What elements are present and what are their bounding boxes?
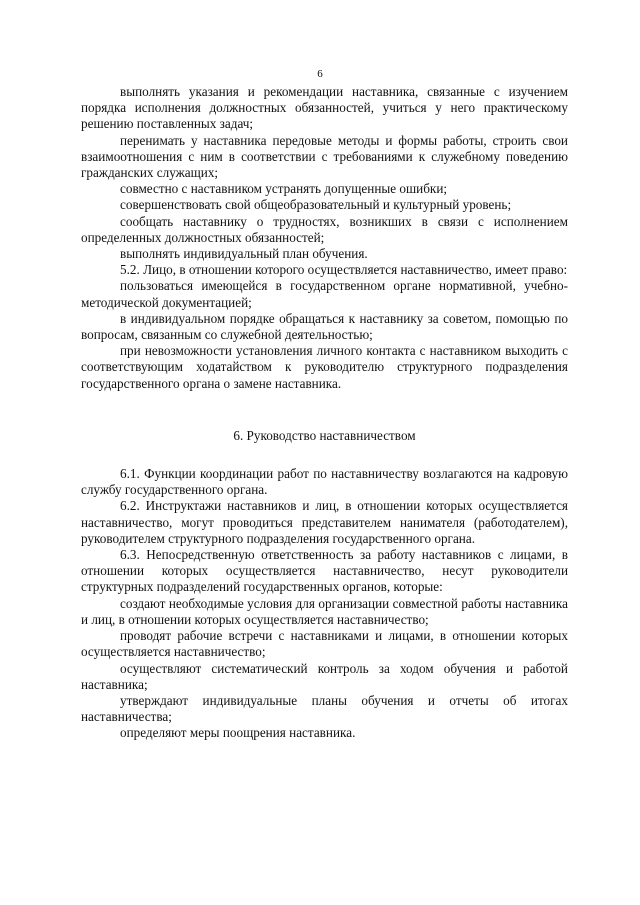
paragraph: перенимать у наставника передовые методы и формы работы, строить свои взаимоотношения с ним в соответствии с требованиями к служебному поведению гражданских служащих; (81, 132, 568, 181)
paragraph: совместно с наставником устранять допущенные ошибки; (120, 181, 448, 197)
document-body (81, 84, 568, 742)
paragraph: совершенствовать свой общеобразовательный и культурный уровень; (120, 197, 512, 213)
paragraph: 6.3. Непосредственную ответственность за работу наставников с лицами, в отношении которых осуществляется наставничество, несут руководители структурных подразделений государственных органов, которые: (81, 547, 568, 595)
paragraph: в индивидуальном порядке обращаться к наставнику за советом, помощью по вопросам, связанным со служебной деятельностью; (81, 310, 568, 343)
paragraph: 5.2. Лицо, в отношении которого осуществляется наставничество, имеет право: (120, 262, 568, 278)
paragraph: осуществляют систематический контроль за ходом обучения и работой наставника; (81, 660, 568, 692)
paragraph: сообщать наставнику о трудностях, возникших в связи с исполнением определенных должностных обязанностей; (81, 213, 568, 245)
paragraph: выполнять индивидуальный план обучения. (120, 246, 368, 262)
paragraph: создают необходимые условия для организации совместной работы наставника и лиц, в отношении которых осуществляется наставничество; (81, 595, 568, 627)
paragraph: проводят рабочие встречи с наставниками и лицами, в отношении которых осуществляется наставничество; (81, 628, 568, 660)
section-heading: 6. Руководство наставничеством (233, 427, 416, 443)
paragraph: 6.2. Инструктажи наставников и лиц, в отношении которых осуществляется наставничество, могут проводиться представителем нанимателя (работодателем), руководителем структурного подразделения государственного органа. (81, 498, 568, 546)
paragraph: при невозможности установления личного контакта с наставником выходить с соответствующим ходатайством к руководителю структурного подразделения государственного органа о замене наставника. (81, 343, 568, 391)
paragraph: выполнять указания и рекомендации наставника, связанные с изучением порядка исполнения должностных обязанностей, учиться у него практическому решению поставленных задач; (81, 84, 568, 132)
paragraph: 6.1. Функции координации работ по наставничеству возлагаются на кадровую службу государственного органа. (81, 466, 568, 498)
paragraph: определяют меры поощрения наставника. (120, 725, 356, 741)
page-number: 6 (317, 68, 323, 80)
paragraph: пользоваться имеющейся в государственном органе нормативной, учебно-методической документацией; (81, 278, 568, 310)
paragraph: утверждают индивидуальные планы обучения и отчеты об итогах наставничества; (81, 692, 568, 725)
